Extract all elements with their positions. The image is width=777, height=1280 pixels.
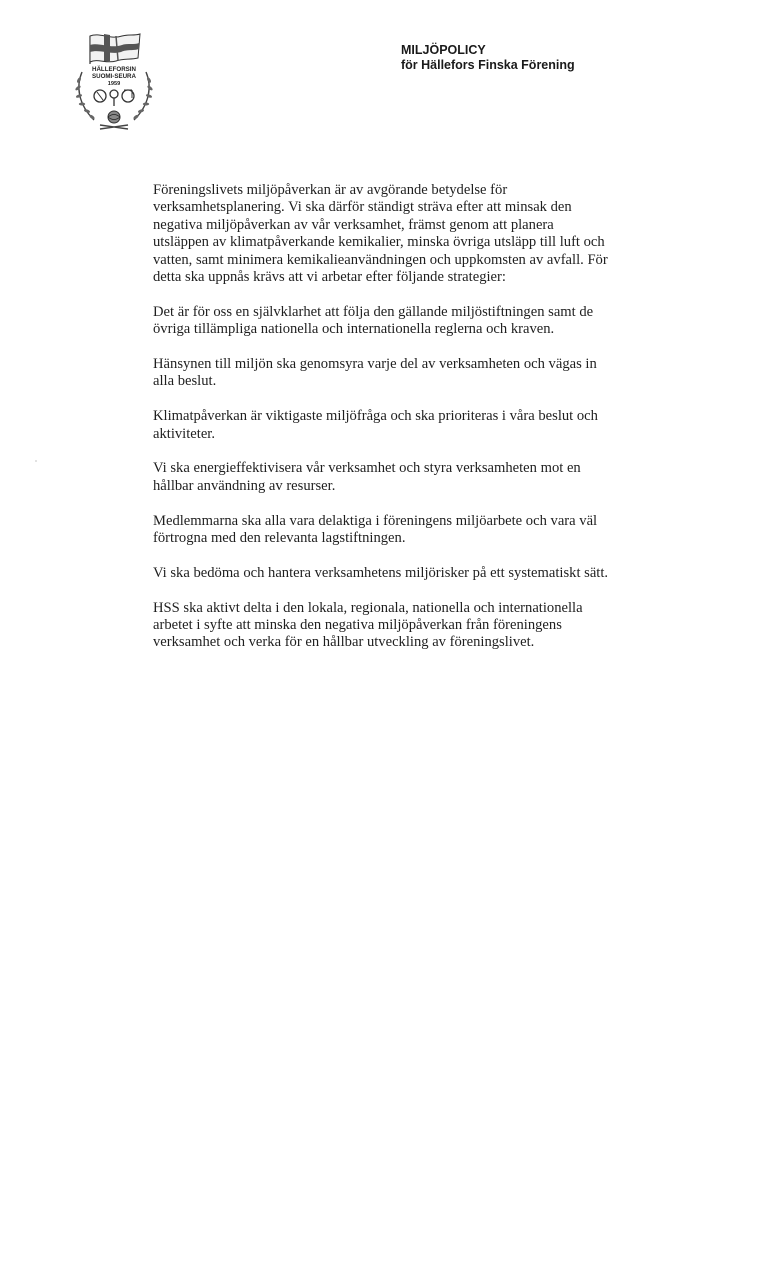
paragraph-strategy: Det är för oss en självklarhet att följa den gällande miljöstiftningen samt de övriga tillämpliga nationella och internationella reglerna och kraven.: [153, 303, 594, 338]
paragraph-strategy: Vi ska bedöma och hantera verksamhetens miljörisker på ett systematiskt sätt.: [153, 564, 609, 581]
document-title: MILJÖPOLICY: [401, 43, 486, 57]
paragraph-strategy: Klimatpåverkan är viktigaste miljöfråga och ska prioriteras i våra beslut och aktiviteter.: [153, 408, 598, 442]
document-header: [401, 43, 575, 73]
document-subtitle: för Hällefors Finska Förening: [401, 58, 575, 72]
association-emblem-icon: [70, 28, 158, 134]
logo-text-line1: HÄLLEFORSIN: [92, 66, 136, 73]
policy-body: [153, 182, 631, 669]
logo-year: 1959: [107, 81, 121, 87]
paragraph-strategy: Hänsynen till miljön ska genomsyra varje del av verksamheten och vägas in alla beslut.: [153, 356, 597, 390]
paragraph-strategy: Medlemmarna ska alla vara delaktiga i föreningens miljöarbete och vara väl förtrogna med den relevanta lagstiftningen.: [153, 512, 598, 547]
scan-speck: [35, 460, 37, 462]
paragraph-strategy: HSS ska aktivt delta i den lokala, regionala, nationella och internationella arbetet i syfte att minska den negativa miljöpåverkan från föreningens verksamhet och verka för en hållbar utveckling av föreningslivet.: [153, 599, 583, 651]
logo-text-line2: SUOMI-SEURA: [91, 73, 137, 80]
paragraph-intro: Föreningslivets miljöpåverkan är av avgörande betydelse för verksamhetsplanering. Vi ska därför ständigt sträva efter att minsak den negativa miljöpåverkan av vår verksamhet, främst genom att planera utsläppen av klimatpåverkande kemikalier, minska övriga utsläpp till luft och vatten, samt minimera kemikalieanvändningen och uppkomsten av avfall. För detta ska uppnås krävs att vi arbetar efter följande strategier:: [153, 182, 608, 286]
paragraph-strategy: Vi ska energieffektivisera vår verksamhet och styra verksamheten mot en hållbar användning av resurser.: [153, 460, 581, 494]
